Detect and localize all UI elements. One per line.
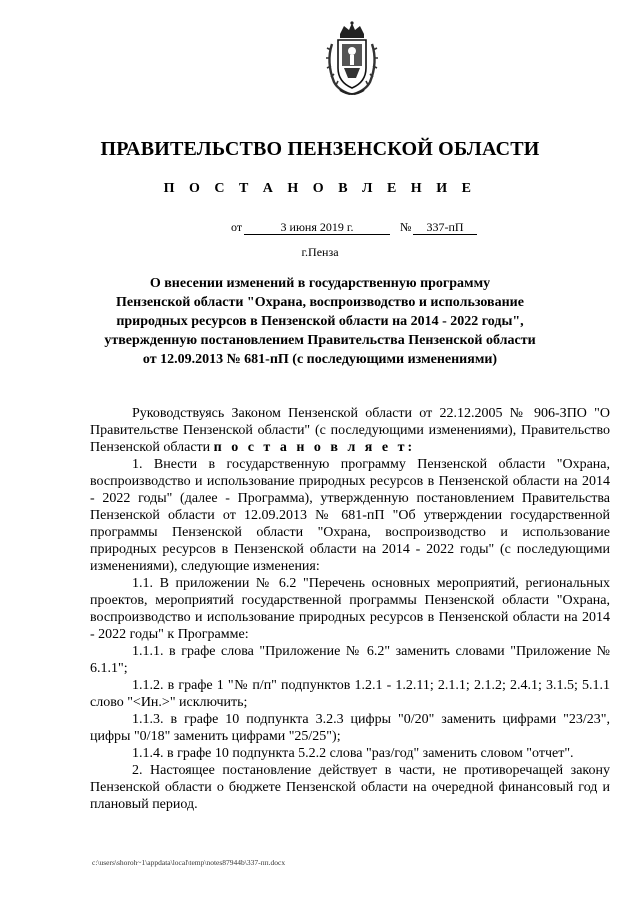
subject-line: О внесении изменений в государственную программу — [149, 276, 491, 291]
subject-line: от 12.09.2013 № 681-пП (с последующими изменениями) — [142, 352, 498, 367]
document-number: 337-пП — [413, 220, 477, 235]
resolves-word: п о с т а н о в л я е т: — [213, 440, 416, 455]
subject-line: природных ресурсов в Пензенской области на 2014 - 2022 годы", — [116, 314, 524, 329]
paragraph-1-1-3: 1.1.3. в графе 10 подпункта 3.2.3 цифры "0/20" заменить цифрами "23/23", цифры "0/18" заменить цифрами "25/25"); — [90, 712, 610, 744]
paragraph-1-1-1: 1.1.1. в графе слова "Приложение № 6.2" заменить словами "Приложение № 6.1.1"; — [90, 644, 610, 676]
document-date: 3 июня 2019 г. — [244, 220, 390, 235]
subject-line: утвержденную постановлением Правительства Пензенской области — [104, 333, 536, 348]
paragraph-1: 1. Внести в государственную программу Пензенской области "Охрана, воспроизводство и использование природных ресурсов в Пензенской области на 2014 - 2022 годы" (далее - Программа), утвержденную постановлением Правительства Пензенской области от 12.09.2013 № 681-пП "Об утверждении государственной программы Пензенской области "Охрана, воспроизводство и использование природных ресурсов в Пензенской области на 2014 - 2022 годы" (с последующими изменениями), следующие изменения: — [90, 457, 610, 574]
paragraph-1-1-2: 1.1.2. в графе 1 "№ п/п" подпунктов 1.2.1 - 1.2.11; 2.1.1; 2.1.2; 2.4.1; 3.1.5; 5.1.1 слово "<Ин.>" исключить; — [90, 678, 610, 710]
preamble-paragraph — [90, 405, 610, 456]
document-type: П О С Т А Н О В Л Е Н И Е — [163, 181, 477, 196]
document-meta — [0, 220, 640, 238]
paragraph-1-1: 1.1. В приложении № 6.2 "Перечень основных мероприятий, региональных проектов, мероприятий государственной программы Пензенской области "Охрана, воспроизводство и использование природных ресурсов в Пензенской области на 2014 - 2022 годы" к Программе: — [90, 576, 610, 642]
file-path-footer: c:\users\shoroh~1\appdata\local\temp\notes87944b\337-пп.docx — [92, 858, 286, 867]
city: г.Пенза — [301, 245, 339, 259]
paragraph-2: 2. Настоящее постановление действует в части, не противоречащей закону Пензенской области о бюджете Пензенской области на очередной финансовый год и плановый период. — [90, 763, 610, 812]
preamble-text: Руководствуясь Законом Пензенской области от 22.12.2005 № 906-ЗПО "О Правительстве Пензенской области" (с последующими изменениями), Правительство Пензенской области — [90, 406, 610, 455]
number-sign: № — [400, 220, 412, 234]
paragraph-1-1-4: 1.1.4. в графе 10 подпункта 5.2.2 слова "раз/год" заменить словом "отчет". — [132, 746, 574, 761]
document-body — [90, 405, 610, 813]
coat-of-arms-icon — [316, 20, 388, 98]
subject-line: Пензенской области "Охрана, воспроизводство и использование — [116, 295, 524, 310]
document-subject — [100, 274, 540, 369]
date-prefix: от — [231, 220, 243, 234]
government-title: ПРАВИТЕЛЬСТВО ПЕНЗЕНСКОЙ ОБЛАСТИ — [100, 138, 540, 160]
